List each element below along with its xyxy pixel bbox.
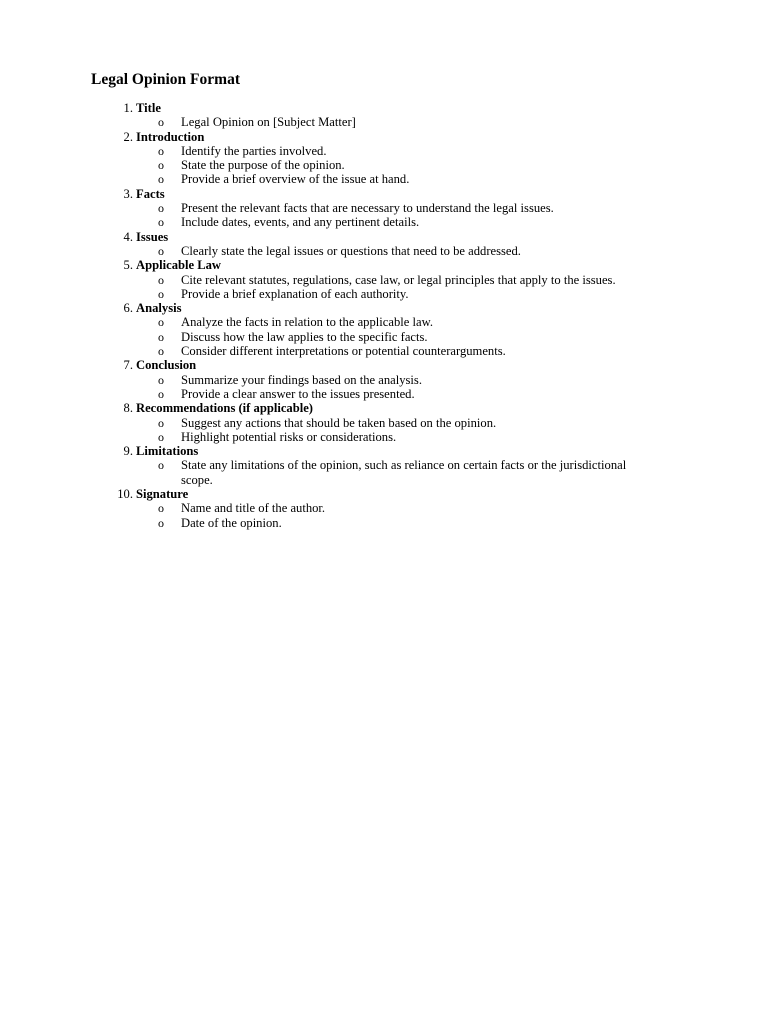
bullet-marker: o [158,515,164,530]
bullet-marker: o [158,215,164,230]
bullet-marker: o [158,329,164,344]
bullet-marker: o [158,201,164,216]
bullet-marker: o [158,429,164,444]
section-title: Limitations [136,444,199,459]
section-title: Signature [136,487,189,502]
bullet-marker: o [158,243,164,258]
bullet-text: Discuss how the law applies to the specific facts. [181,329,428,344]
section-number: 4. [123,229,133,244]
bullet-list [0,244,768,258]
outline-section [0,187,768,230]
bullet-list [0,273,768,302]
section-number: 7. [123,358,133,373]
section-heading [0,230,768,244]
section-number: 1. [123,101,133,115]
bullet-item [0,144,661,158]
bullet-item [0,458,661,487]
bullet-item [0,330,661,344]
bullet-item [0,115,661,129]
bullet-item [0,416,661,430]
outline-section [0,230,768,259]
outline-section [0,130,768,187]
bullet-text: Clearly state the legal issues or questions that need to be addressed. [181,243,521,258]
bullet-text: Include dates, events, and any pertinent details. [181,215,420,230]
section-heading [0,101,768,115]
bullet-list [0,373,768,402]
section-heading [0,487,768,501]
bullet-marker: o [158,344,164,359]
bullet-marker: o [158,386,164,401]
section-number: 5. [123,258,133,273]
outline-section [0,101,768,130]
bullet-item [0,373,661,387]
bullet-marker: o [158,501,164,516]
bullet-text: Summarize your findings based on the analysis. [181,372,422,387]
section-outline [0,101,768,530]
bullet-list [0,416,768,445]
bullet-marker: o [158,372,164,387]
bullet-text: Highlight potential risks or considerations. [181,429,397,444]
section-title: Title [136,101,161,115]
section-heading [0,258,768,272]
section-number: 3. [123,186,133,201]
bullet-marker: o [158,115,164,130]
section-title: Issues [136,229,169,244]
bullet-text: Present the relevant facts that are necessary to understand the legal issues. [181,201,554,216]
bullet-item [0,430,661,444]
section-number: 8. [123,401,133,416]
bullet-list [0,201,768,230]
bullet-list [0,115,768,129]
outline-section [0,401,768,444]
section-title: Recommendations (if applicable) [136,401,314,416]
section-title: Analysis [136,301,182,316]
section-title: Conclusion [136,358,197,373]
bullet-marker: o [158,272,164,287]
document-title: Legal Opinion Format [91,71,240,88]
section-heading [0,358,768,372]
outline-section [0,487,768,530]
bullet-item [0,273,661,287]
section-heading [0,301,768,315]
bullet-text: Provide a brief explanation of each authority. [181,286,409,301]
bullet-marker: o [158,315,164,330]
bullet-marker: o [158,172,164,187]
section-heading [0,444,768,458]
outline-section [0,444,768,487]
bullet-marker: o [158,415,164,430]
section-title: Introduction [136,129,205,144]
bullet-text: State any limitations of the opinion, such as reliance on certain facts or the jurisdictional scope. [181,458,627,487]
bullet-text: Legal Opinion on [Subject Matter] [181,115,356,130]
bullet-text: Suggest any actions that should be taken based on the opinion. [181,415,497,430]
bullet-item [0,287,661,301]
bullet-list [0,315,768,358]
bullet-text: Date of the opinion. [181,515,282,530]
section-heading [0,187,768,201]
bullet-text: Provide a clear answer to the issues presented. [181,386,415,401]
bullet-text: State the purpose of the opinion. [181,158,345,173]
section-heading [0,401,768,415]
section-title: Facts [136,186,165,201]
bullet-item [0,501,661,515]
bullet-item [0,172,661,186]
section-number: 9. [123,444,133,459]
bullet-item [0,344,661,358]
bullet-list [0,458,768,487]
bullet-text: Consider different interpretations or potential counterarguments. [181,344,506,359]
section-number: 6. [123,301,133,316]
bullet-marker: o [158,158,164,173]
bullet-text: Analyze the facts in relation to the applicable law. [181,315,434,330]
section-number: 2. [123,129,133,144]
bullet-text: Cite relevant statutes, regulations, case law, or legal principles that apply to the issues. [181,272,616,287]
bullet-marker: o [158,458,164,473]
bullet-item [0,315,661,329]
bullet-item [0,215,661,229]
outline-section [0,258,768,301]
bullet-item [0,244,661,258]
section-number: 10. [117,487,133,502]
bullet-text: Name and title of the author. [181,501,326,516]
outline-section [0,301,768,358]
bullet-item [0,158,661,172]
bullet-item [0,516,661,530]
bullet-list [0,144,768,187]
section-heading [0,130,768,144]
bullet-item [0,201,661,215]
bullet-text: Provide a brief overview of the issue at hand. [181,172,410,187]
bullet-marker: o [158,143,164,158]
bullet-list [0,501,768,530]
section-title: Applicable Law [136,258,222,273]
bullet-item [0,387,661,401]
bullet-marker: o [158,286,164,301]
bullet-text: Identify the parties involved. [181,143,327,158]
outline-section [0,358,768,401]
